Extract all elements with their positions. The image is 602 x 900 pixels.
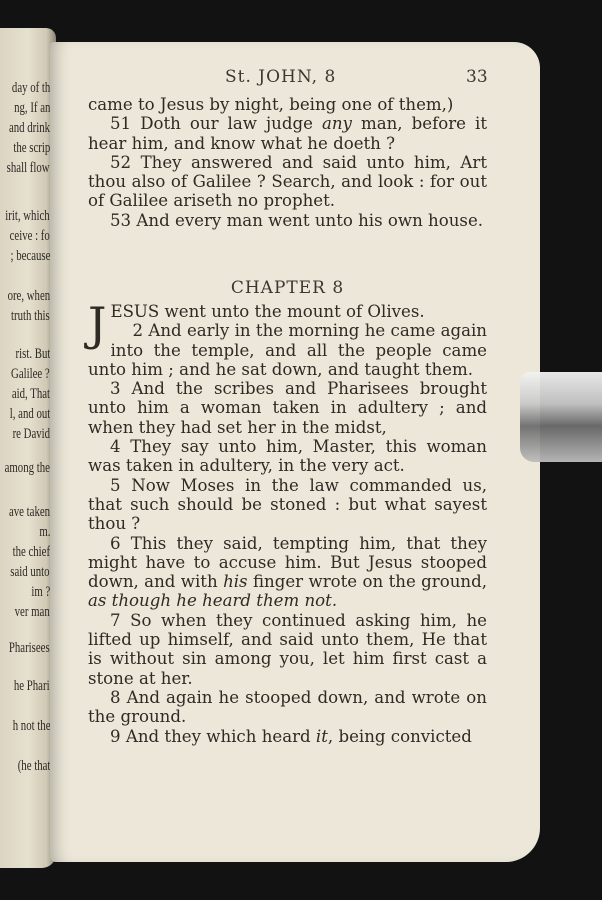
verse-6: 6 This they said, tempting him, that they might have to accuse him. But Jesus stooped down, and with his finger wrote on the ground, as though he heard them not. bbox=[88, 533, 487, 611]
chapter-heading: CHAPTER 8 bbox=[230, 278, 345, 298]
verse-2: 2 And early in the morning he came again into the temple, and all the people came unto him ; and he sat down, and taught them. bbox=[88, 321, 487, 379]
page-number: 33 bbox=[466, 67, 488, 87]
left-page-fragment: rist. But bbox=[15, 346, 50, 362]
left-page-fragment: ore, when bbox=[7, 288, 50, 304]
running-head: St. JOHN, 8 bbox=[225, 67, 337, 87]
chapter-7-continuation bbox=[88, 95, 487, 230]
left-page-fragment: day of th bbox=[11, 80, 50, 96]
left-page-fragment: h not the bbox=[12, 718, 50, 734]
verse-53: 53 And every man went unto his own house. bbox=[110, 210, 484, 230]
drop-cap: J bbox=[88, 297, 107, 351]
left-page-edge bbox=[0, 28, 56, 868]
page-tab-clip bbox=[520, 372, 602, 462]
left-page-fragment: the scrip bbox=[13, 140, 50, 156]
verse-1: JESUS went unto the mount of Olives. bbox=[88, 297, 425, 351]
verse-8: 8 And again he stooped down, and wrote on the ground. bbox=[88, 687, 487, 727]
left-page-fragment: ceive : fo bbox=[9, 228, 50, 244]
left-page-fragment: and drink bbox=[8, 120, 50, 136]
chapter-8-text bbox=[88, 297, 487, 746]
verse-9: 9 And they which heard it, being convicted bbox=[110, 726, 472, 746]
left-page-fragment: Galilee ? bbox=[11, 366, 50, 382]
verse-51: 51 Doth our law judge any man, before it hear him, and know what he doeth ? bbox=[88, 114, 487, 153]
verse-3: 3 And the scribes and Pharisees brought unto him a woman taken in adultery ; and when they had set her in the midst, bbox=[88, 379, 487, 437]
left-page-fragment: ave taken bbox=[8, 504, 50, 520]
left-page-fragment: the chief bbox=[12, 544, 50, 560]
left-page-fragment: he Phari bbox=[14, 678, 50, 694]
left-page-fragment: said unto bbox=[10, 564, 50, 580]
left-page-fragment: l, and out bbox=[9, 406, 50, 422]
left-page-fragment: shall flow bbox=[7, 160, 50, 176]
left-page-fragment: re David bbox=[12, 426, 50, 442]
left-page-fragment: ver man bbox=[14, 604, 50, 620]
verse-52: 52 They answered and said unto him, Art thou also of Galilee ? Search, and look : for out of Galilee ariseth no prophet. bbox=[88, 152, 487, 211]
left-page-fragment: im ? bbox=[31, 584, 50, 600]
verse-4: 4 They say unto him, Master, this woman was taken in adultery, in the very act. bbox=[88, 437, 487, 476]
verse-5: 5 Now Moses in the law commanded us, that such should be stoned : but what sayest thou ? bbox=[88, 475, 487, 534]
left-page-fragment: ng, If an bbox=[13, 100, 50, 116]
left-page-fragment: irit, which bbox=[5, 208, 50, 224]
verse-7: 7 So when they continued asking him, he lifted up himself, and said unto them, He that is without sin among you, let him first cast a stone at her. bbox=[88, 610, 487, 688]
left-page-fragment: aid, That bbox=[11, 386, 50, 402]
left-page-fragment: m. bbox=[38, 524, 50, 540]
left-page-fragment: among the bbox=[4, 460, 50, 476]
verse-continuation: came to Jesus by night, being one of them,) bbox=[88, 95, 454, 114]
left-page-fragment: Pharisees bbox=[9, 640, 50, 656]
left-page-fragment: truth this bbox=[11, 308, 50, 324]
left-page-fragment: (he that bbox=[17, 758, 50, 774]
left-page-fragment: ; because bbox=[10, 248, 50, 264]
